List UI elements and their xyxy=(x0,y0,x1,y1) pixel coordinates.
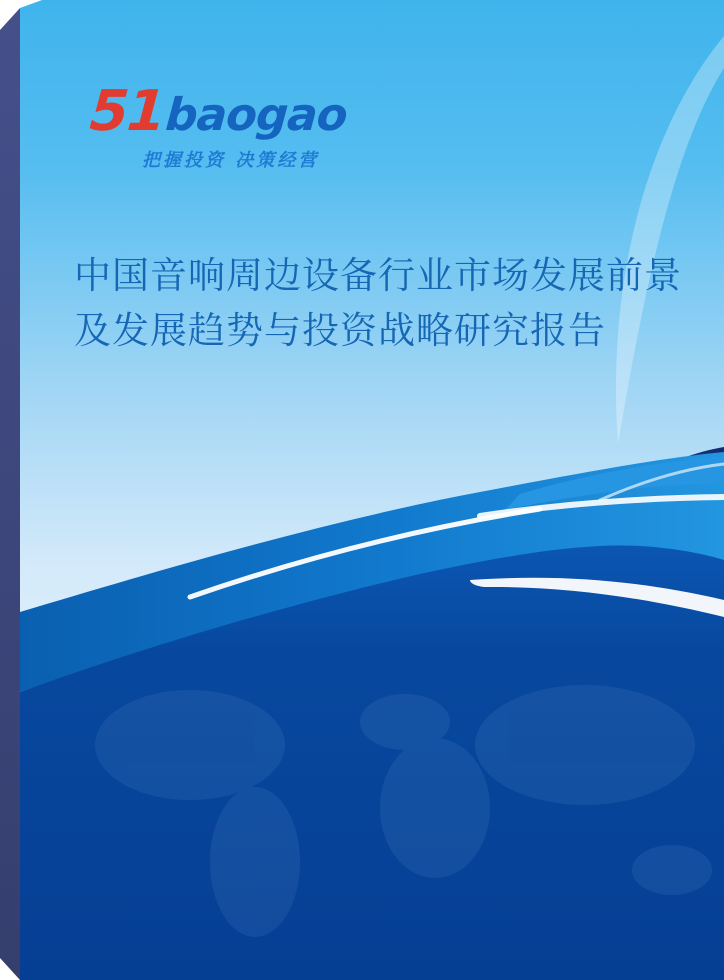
report-title xyxy=(74,248,684,358)
map-north-america xyxy=(95,690,285,800)
logo-prefix-51: 51 xyxy=(87,79,167,144)
logo-wordmark xyxy=(87,79,452,144)
map-africa xyxy=(380,738,490,878)
map-australia xyxy=(632,845,712,895)
report-title-line-1: 中国音响周边设备行业市场发展前景 xyxy=(74,254,682,297)
brand-logo xyxy=(87,79,450,172)
report-title-line-2: 及发展趋势与投资战略研究报告 xyxy=(74,309,606,352)
map-south-america xyxy=(210,787,300,937)
logo-name-baogao: baogao xyxy=(163,88,349,141)
book-spine xyxy=(0,8,20,980)
logo-tagline: 把握投资 决策经营 xyxy=(142,150,320,171)
map-asia xyxy=(475,685,695,805)
